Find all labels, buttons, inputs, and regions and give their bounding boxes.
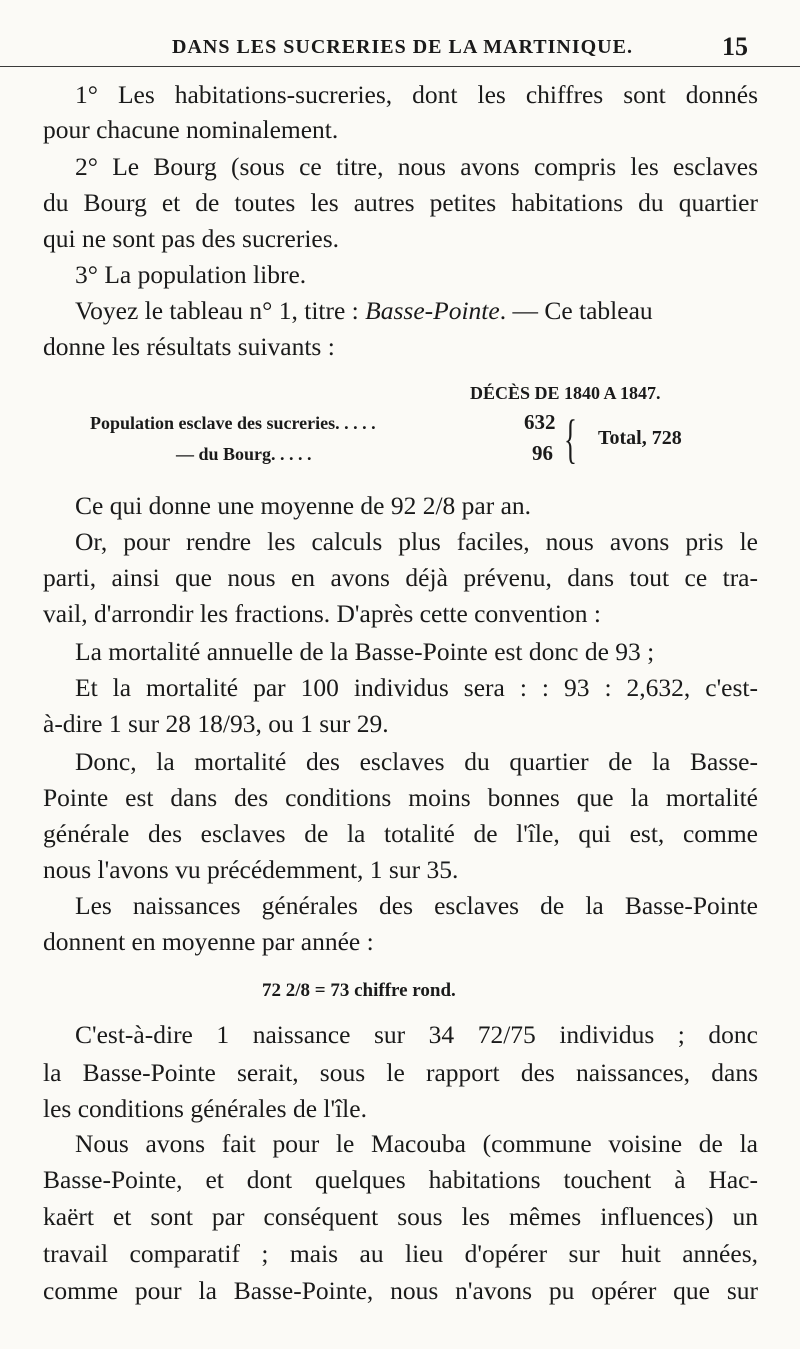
text-line: comme pour la Basse-Pointe, nous n'avons pu opérer que sur: [43, 1276, 758, 1305]
text-line: générale des esclaves de la totalité de l'île, qui est, comme: [43, 819, 758, 848]
text-line: Donc, la mortalité des esclaves du quartier de la Basse-: [75, 747, 758, 776]
text-run: . — Ce tableau: [499, 296, 653, 325]
text-line: qui ne sont pas des sucreries.: [43, 224, 340, 253]
text-line: La mortalité annuelle de la Basse-Pointe est donc de 93 ;: [75, 637, 655, 666]
text-line: 1° Les habitations-sucreries, dont les chiffres sont donnés: [75, 80, 758, 109]
text-line: Nous avons fait pour le Macouba (commune voisine de la: [75, 1129, 758, 1158]
text-line: Et la mortalité par 100 individus sera : : 93 : 2,632, c'est-: [75, 673, 758, 702]
text-line: les conditions générales de l'île.: [43, 1094, 367, 1123]
text-run: Voyez le tableau n° 1, titre :: [75, 296, 366, 325]
italic-place-name: Basse-Pointe: [365, 296, 500, 325]
text-line: nous l'avons vu précédemment, 1 sur 35.: [43, 855, 459, 884]
table-row-value: 632: [524, 410, 556, 434]
text-line: travail comparatif ; mais au lieu d'opérer sur huit années,: [43, 1239, 758, 1268]
table-row-label: — du Bourg. . . . .: [176, 444, 312, 464]
text-line: du Bourg et de toutes les autres petites habitations du quartier: [43, 188, 758, 217]
text-line: 3° La population libre.: [75, 260, 307, 289]
table-row-value: 96: [532, 441, 553, 465]
text-line: Ce qui donne une moyenne de 92 2/8 par an.: [75, 491, 532, 520]
equation-line: 72 2/8 = 73 chiffre rond.: [262, 980, 456, 1001]
text-line: 2° Le Bourg (sous ce titre, nous avons compris les esclaves: [75, 152, 758, 181]
page-number: 15: [722, 32, 748, 61]
text-line: la Basse-Pointe serait, sous le rapport des naissances, dans: [43, 1058, 758, 1087]
running-header: [0, 30, 800, 67]
brace-glyph: {: [564, 409, 577, 469]
running-title: DANS LES SUCRERIES DE LA MARTINIQUE.: [172, 36, 633, 58]
text-line-with-italic: [75, 294, 758, 328]
text-line: Or, pour rendre les calculs plus faciles, nous avons pris le: [75, 527, 758, 556]
text-line: C'est-à-dire 1 naissance sur 34 72/75 individus ; donc: [75, 1020, 758, 1049]
text-line: donne les résultats suivants :: [43, 332, 335, 361]
text-line: parti, ainsi que nous en avons déjà prévenu, dans tout ce tra-: [43, 563, 758, 592]
table-total: Total, 728: [598, 427, 682, 449]
text-line: Pointe est dans des conditions moins bonnes que la mortalité: [43, 783, 758, 812]
text-line: Basse-Pointe, et dont quelques habitations touchent à Hac-: [43, 1165, 758, 1194]
text-line: donnent en moyenne par année :: [43, 927, 374, 956]
text-line: Les naissances générales des esclaves de la Basse-Pointe: [75, 891, 758, 920]
text-line: vail, d'arrondir les fractions. D'après cette convention :: [43, 599, 601, 628]
text-line: kaërt et sont par conséquent sous les mêmes influences) un: [43, 1202, 758, 1231]
table-heading: DÉCÈS DE 1840 A 1847.: [470, 383, 661, 403]
text-line: pour chacune nominalement.: [43, 115, 339, 144]
text-line: à-dire 1 sur 28 18/93, ou 1 sur 29.: [43, 709, 389, 738]
table-row-label: Population esclave des sucreries. . . . .: [90, 413, 376, 433]
